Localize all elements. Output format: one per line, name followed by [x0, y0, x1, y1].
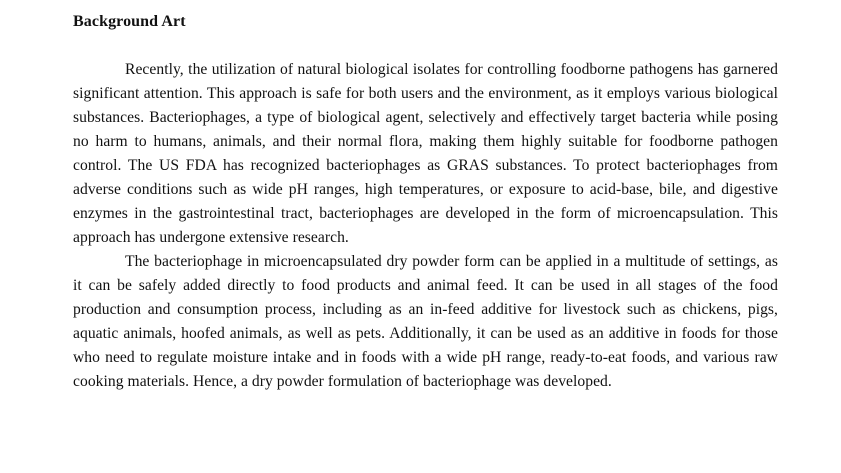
paragraph-1: Recently, the utilization of natural biological isolates for controlling foodborne pathogens has garnered significant attention. This approach is safe for both users and the environment, as it employs various biological substances. Bacteriophages, a type of biological agent, selectively and effectively target bacteria while posing no harm to humans, animals, and their normal flora, making them highly suitable for foodborne pathogen control. The US FDA has recognized bacteriophages as GRAS substances. To protect bacteriophages from adverse conditions such as wide pH ranges, high temperatures, or exposure to acid-base, bile, and digestive enzymes in the gastrointestinal tract, bacteriophages are developed in the form of microencapsulation. This approach has undergone extensive research.	[73, 61, 778, 246]
section-heading: Background Art	[73, 13, 186, 30]
paragraph-2: The bacteriophage in microencapsulated dry powder form can be applied in a multitude of settings, as it can be safely added directly to food products and animal feed. It can be used in all stages of the food production and consumption process, including as an in-feed additive for livestock such as chickens, pigs, aquatic animals, hoofed animals, as well as pets. Additionally, it can be used as an additive in foods for those who need to regulate moisture intake and in foods with a wide pH range, ready-to-eat foods, and various raw cooking materials. Hence, a dry powder formulation of bacteriophage was developed.	[73, 253, 778, 390]
document-page	[73, 10, 778, 394]
